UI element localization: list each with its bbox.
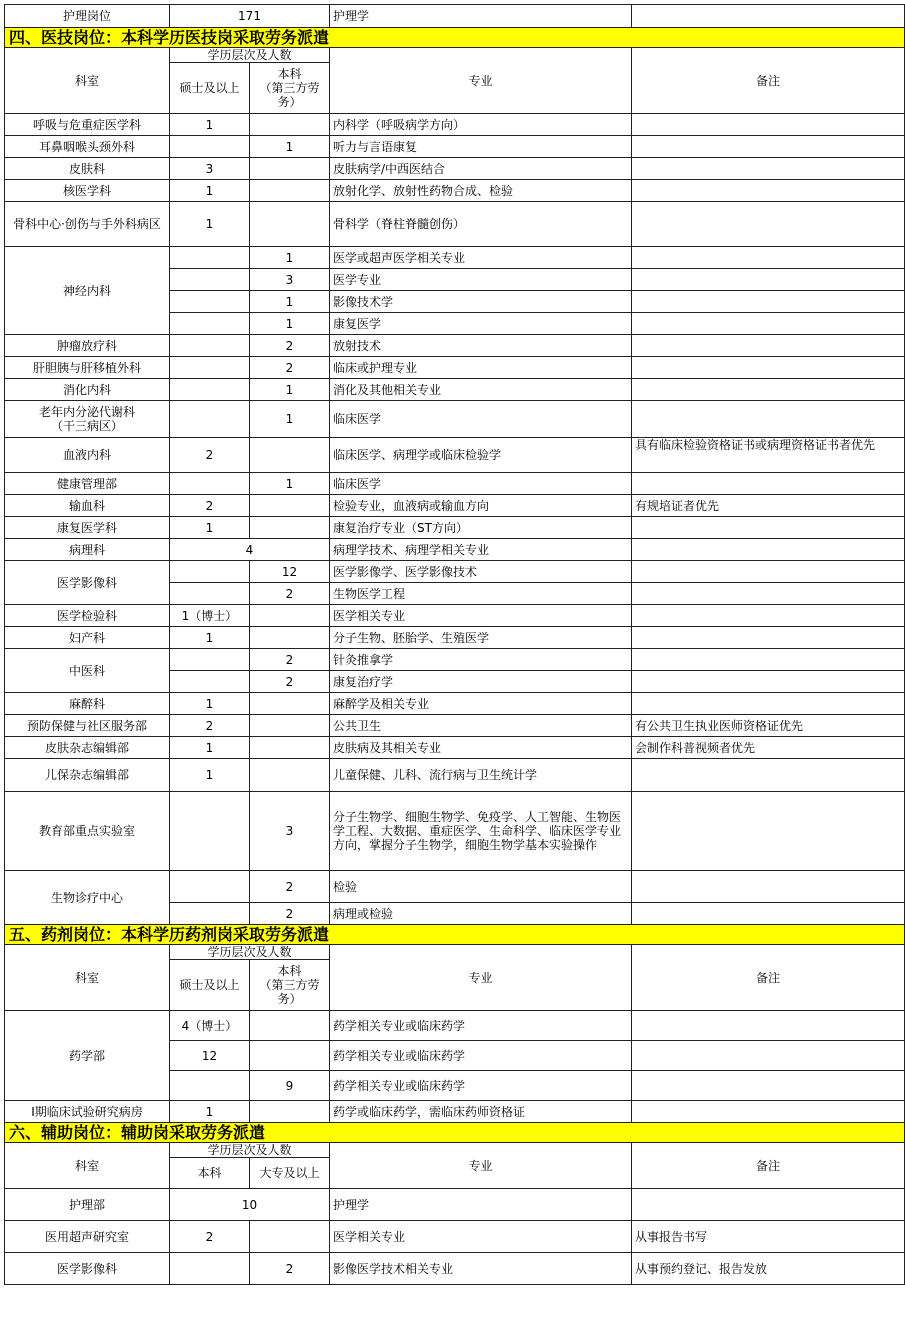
note-cell: 有规培证者优先 (632, 495, 905, 517)
header-note: 备注 (632, 1143, 905, 1189)
header-col2: 本科 （第三方劳 务） (250, 960, 330, 1011)
major-cell: 病理学技术、病理学相关专业 (330, 539, 632, 561)
header-col2: 大专及以上 (250, 1158, 330, 1189)
dept-cell: 皮肤杂志编辑部 (5, 737, 170, 759)
major-cell: 公共卫生 (330, 715, 632, 737)
header-note: 备注 (632, 945, 905, 1011)
dept-cell: 药学部 (5, 1011, 170, 1101)
major-cell: 听力与言语康复 (330, 136, 632, 158)
count-cell: 1 (170, 202, 250, 247)
table-row (5, 1221, 905, 1253)
note-cell (632, 627, 905, 649)
note-cell (632, 313, 905, 335)
count-cell (170, 1253, 250, 1285)
dept-cell: 麻醉科 (5, 693, 170, 715)
note-cell (632, 269, 905, 291)
count-cell (250, 759, 330, 792)
table-row (5, 1189, 905, 1221)
note-cell: 从事报告书写 (632, 1221, 905, 1253)
major-cell: 分子生物、胚胎学、生殖医学 (330, 627, 632, 649)
note-cell (632, 871, 905, 903)
table-row (5, 5, 905, 28)
dept-cell: 老年内分泌代谢科 （干三病区） (5, 401, 170, 438)
table-row (5, 737, 905, 759)
count-cell: 2 (250, 335, 330, 357)
section-title: 六、辅助岗位：辅助岗采取劳务派遣 (5, 1123, 905, 1143)
major-cell: 检验 (330, 871, 632, 903)
table-row (5, 401, 905, 438)
count-cell (170, 401, 250, 438)
dept-cell: 输血科 (5, 495, 170, 517)
count-cell (170, 136, 250, 158)
count-cell: 1 (170, 1101, 250, 1123)
dept-cell: 医学影像科 (5, 1253, 170, 1285)
major-cell: 药学相关专业或临床药学 (330, 1011, 632, 1041)
count-cell: 1 (170, 180, 250, 202)
count-cell: 1 (170, 627, 250, 649)
note-cell (632, 114, 905, 136)
table-row (5, 136, 905, 158)
count-cell: 1 (170, 693, 250, 715)
dept-cell: 教育部重点实验室 (5, 792, 170, 871)
section-title: 四、医技岗位：本科学历医技岗采取劳务派遣 (5, 28, 905, 48)
dept-cell: Ⅰ期临床试验研究病房 (5, 1101, 170, 1123)
table-row (5, 561, 905, 583)
count-cell (250, 495, 330, 517)
dept-cell: 医用超声研究室 (5, 1221, 170, 1253)
dept-cell: 皮肤科 (5, 158, 170, 180)
note-cell (632, 517, 905, 539)
count-cell (170, 379, 250, 401)
count-cell (250, 693, 330, 715)
table-row (5, 1011, 905, 1041)
dept-cell: 医学检验科 (5, 605, 170, 627)
major-cell: 皮肤病及其相关专业 (330, 737, 632, 759)
table-row (5, 473, 905, 495)
count-cell: 10 (170, 1189, 330, 1221)
count-cell: 2 (250, 903, 330, 925)
section-4-title-row (5, 28, 905, 48)
header-major: 专业 (330, 48, 632, 114)
major-cell: 影像技术学 (330, 291, 632, 313)
major-cell: 内科学（呼吸病学方向） (330, 114, 632, 136)
table-row (5, 495, 905, 517)
dept-cell: 健康管理部 (5, 473, 170, 495)
count-cell: 1 (250, 401, 330, 438)
major-cell: 医学相关专业 (330, 1221, 632, 1253)
section-6-header-row (5, 1143, 905, 1158)
note-cell (632, 671, 905, 693)
table-row (5, 693, 905, 715)
count-cell: 1 (170, 114, 250, 136)
header-major: 专业 (330, 1143, 632, 1189)
count-cell (170, 247, 250, 269)
count-cell (250, 1221, 330, 1253)
note-cell (632, 1101, 905, 1123)
table-row (5, 715, 905, 737)
count-cell: 1 (170, 517, 250, 539)
dept-cell: 妇产科 (5, 627, 170, 649)
major-cell: 儿童保健、儿科、流行病与卫生统计学 (330, 759, 632, 792)
table-row (5, 605, 905, 627)
major-cell: 医学专业 (330, 269, 632, 291)
count-cell: 2 (250, 671, 330, 693)
table-row (5, 335, 905, 357)
major-cell: 医学影像学、医学影像技术 (330, 561, 632, 583)
count-cell (170, 335, 250, 357)
major-cell: 医学或超声医学相关专业 (330, 247, 632, 269)
count-cell: 171 (170, 5, 330, 28)
note-cell (632, 759, 905, 792)
note-cell (632, 1189, 905, 1221)
dept-cell: 生物诊疗中心 (5, 871, 170, 925)
count-cell: 2 (170, 1221, 250, 1253)
dept-cell: 消化内科 (5, 379, 170, 401)
count-cell: 1 (250, 247, 330, 269)
major-cell: 临床医学、病理学或临床检验学 (330, 438, 632, 473)
count-cell: 2 (170, 715, 250, 737)
count-cell (250, 605, 330, 627)
count-cell (170, 871, 250, 903)
count-cell (250, 1011, 330, 1041)
dept-cell: 护理部 (5, 1189, 170, 1221)
header-edu: 学历层次及人数 (170, 1143, 330, 1158)
note-cell (632, 561, 905, 583)
count-cell: 1 (170, 737, 250, 759)
count-cell: 2 (170, 438, 250, 473)
count-cell (250, 202, 330, 247)
count-cell (250, 438, 330, 473)
note-cell: 具有临床检验资格证书或病理资格证书者优先 (632, 438, 905, 473)
note-cell (632, 291, 905, 313)
count-cell: 1 (250, 379, 330, 401)
section-6-title-row (5, 1123, 905, 1143)
section-5-header-row (5, 945, 905, 960)
count-cell: 1 (250, 473, 330, 495)
major-cell: 临床医学 (330, 473, 632, 495)
count-cell (170, 649, 250, 671)
header-dept: 科室 (5, 945, 170, 1011)
table-row (5, 357, 905, 379)
dept-cell: 中医科 (5, 649, 170, 693)
major-cell: 康复治疗学 (330, 671, 632, 693)
note-cell (632, 247, 905, 269)
note-cell (632, 5, 905, 28)
note-cell (632, 792, 905, 871)
count-cell (170, 473, 250, 495)
dept-cell: 耳鼻咽喉头颈外科 (5, 136, 170, 158)
dept-cell: 肿瘤放疗科 (5, 335, 170, 357)
dept-cell: 病理科 (5, 539, 170, 561)
dept-cell: 呼吸与危重症医学科 (5, 114, 170, 136)
dept-cell: 肝胆胰与肝移植外科 (5, 357, 170, 379)
note-cell (632, 649, 905, 671)
header-major: 专业 (330, 945, 632, 1011)
major-cell: 临床医学 (330, 401, 632, 438)
header-dept: 科室 (5, 1143, 170, 1189)
header-col1: 硕士及以上 (170, 63, 250, 114)
note-cell: 有公共卫生执业医师资格证优先 (632, 715, 905, 737)
note-cell (632, 136, 905, 158)
major-cell: 分子生物学、细胞生物学、免疫学、人工智能、生物医学工程、大数据、重症医学、生命科学、临床医学专业方向，掌握分子生物学，细胞生物学基本实验操作 (330, 792, 632, 871)
count-cell (250, 1101, 330, 1123)
count-cell: 1 (250, 136, 330, 158)
note-cell (632, 357, 905, 379)
table-row (5, 1253, 905, 1285)
count-cell: 3 (250, 269, 330, 291)
count-cell: 2 (250, 871, 330, 903)
major-cell: 皮肤病学/中西医结合 (330, 158, 632, 180)
dept-cell: 血液内科 (5, 438, 170, 473)
note-cell (632, 401, 905, 438)
count-cell (250, 180, 330, 202)
table-row (5, 792, 905, 871)
table-row (5, 158, 905, 180)
major-cell: 麻醉学及相关专业 (330, 693, 632, 715)
count-cell: 1 (250, 313, 330, 335)
count-cell: 2 (250, 357, 330, 379)
major-cell: 生物医学工程 (330, 583, 632, 605)
count-cell: 4（博士） (170, 1011, 250, 1041)
count-cell (170, 903, 250, 925)
dept-cell: 医学影像科 (5, 561, 170, 605)
count-cell: 1 (170, 759, 250, 792)
major-cell: 放射化学、放射性药物合成、检验 (330, 180, 632, 202)
count-cell: 2 (250, 649, 330, 671)
dept-cell: 预防保健与社区服务部 (5, 715, 170, 737)
count-cell (250, 158, 330, 180)
count-cell: 3 (170, 158, 250, 180)
note-cell (632, 1011, 905, 1041)
count-cell (170, 792, 250, 871)
table-row (5, 627, 905, 649)
major-cell: 护理学 (330, 1189, 632, 1221)
dept-cell: 神经内科 (5, 247, 170, 335)
recruitment-table (4, 4, 905, 1285)
count-cell (250, 114, 330, 136)
table-row (5, 202, 905, 247)
header-col1: 硕士及以上 (170, 960, 250, 1011)
count-cell (170, 313, 250, 335)
section-5-title-row (5, 925, 905, 945)
major-cell: 康复医学 (330, 313, 632, 335)
major-cell: 药学相关专业或临床药学 (330, 1071, 632, 1101)
count-cell (170, 561, 250, 583)
count-cell: 12 (250, 561, 330, 583)
table-row (5, 649, 905, 671)
count-cell (170, 291, 250, 313)
dept-cell: 核医学科 (5, 180, 170, 202)
dept-cell: 康复医学科 (5, 517, 170, 539)
note-cell (632, 202, 905, 247)
major-cell: 消化及其他相关专业 (330, 379, 632, 401)
note-cell (632, 583, 905, 605)
header-col2: 本科 （第三方劳 务） (250, 63, 330, 114)
count-cell: 1 (250, 291, 330, 313)
major-cell: 康复治疗专业（ST方向） (330, 517, 632, 539)
header-edu: 学历层次及人数 (170, 48, 330, 63)
header-dept: 科室 (5, 48, 170, 114)
note-cell (632, 1071, 905, 1101)
major-cell: 病理或检验 (330, 903, 632, 925)
major-cell: 放射技术 (330, 335, 632, 357)
major-cell: 影像医学技术相关专业 (330, 1253, 632, 1285)
count-cell: 2 (250, 583, 330, 605)
dept-cell: 儿保杂志编辑部 (5, 759, 170, 792)
count-cell: 3 (250, 792, 330, 871)
note-cell (632, 693, 905, 715)
dept-cell: 骨科中心·创伤与手外科病区 (5, 202, 170, 247)
note-cell (632, 180, 905, 202)
table-row (5, 539, 905, 561)
major-cell: 临床或护理专业 (330, 357, 632, 379)
count-cell (170, 269, 250, 291)
table-row (5, 871, 905, 903)
table-row (5, 1101, 905, 1123)
major-cell: 药学相关专业或临床药学 (330, 1041, 632, 1071)
count-cell: 12 (170, 1041, 250, 1071)
note-cell (632, 1041, 905, 1071)
table-row (5, 438, 905, 473)
note-cell: 会制作科普视频者优先 (632, 737, 905, 759)
note-cell (632, 539, 905, 561)
header-col1: 本科 (170, 1158, 250, 1189)
note-cell (632, 379, 905, 401)
table-row (5, 247, 905, 269)
major-cell: 医学相关专业 (330, 605, 632, 627)
count-cell (170, 1071, 250, 1101)
major-cell: 药学或临床药学，需临床药师资格证 (330, 1101, 632, 1123)
note-cell (632, 903, 905, 925)
count-cell (170, 671, 250, 693)
major-cell: 针灸推拿学 (330, 649, 632, 671)
count-cell: 9 (250, 1071, 330, 1101)
count-cell: 4 (170, 539, 330, 561)
major-cell: 骨科学（脊柱脊髓创伤） (330, 202, 632, 247)
section-title: 五、药剂岗位：本科学历药剂岗采取劳务派遣 (5, 925, 905, 945)
count-cell (250, 737, 330, 759)
note-cell (632, 158, 905, 180)
count-cell (170, 357, 250, 379)
header-edu: 学历层次及人数 (170, 945, 330, 960)
table-row (5, 379, 905, 401)
note-cell: 从事预约登记、报告发放 (632, 1253, 905, 1285)
table-row (5, 180, 905, 202)
table-row (5, 114, 905, 136)
major-cell: 检验专业，血液病或输血方向 (330, 495, 632, 517)
note-cell (632, 335, 905, 357)
count-cell (250, 627, 330, 649)
count-cell: 2 (250, 1253, 330, 1285)
count-cell: 2 (170, 495, 250, 517)
count-cell (250, 517, 330, 539)
header-note: 备注 (632, 48, 905, 114)
count-cell: 1（博士） (170, 605, 250, 627)
table-row (5, 517, 905, 539)
count-cell (250, 715, 330, 737)
count-cell (250, 1041, 330, 1071)
section-4-header-row (5, 48, 905, 63)
dept-cell: 护理岗位 (5, 5, 170, 28)
note-cell (632, 473, 905, 495)
major-cell: 护理学 (330, 5, 632, 28)
table-row (5, 759, 905, 792)
count-cell (170, 583, 250, 605)
note-cell (632, 605, 905, 627)
